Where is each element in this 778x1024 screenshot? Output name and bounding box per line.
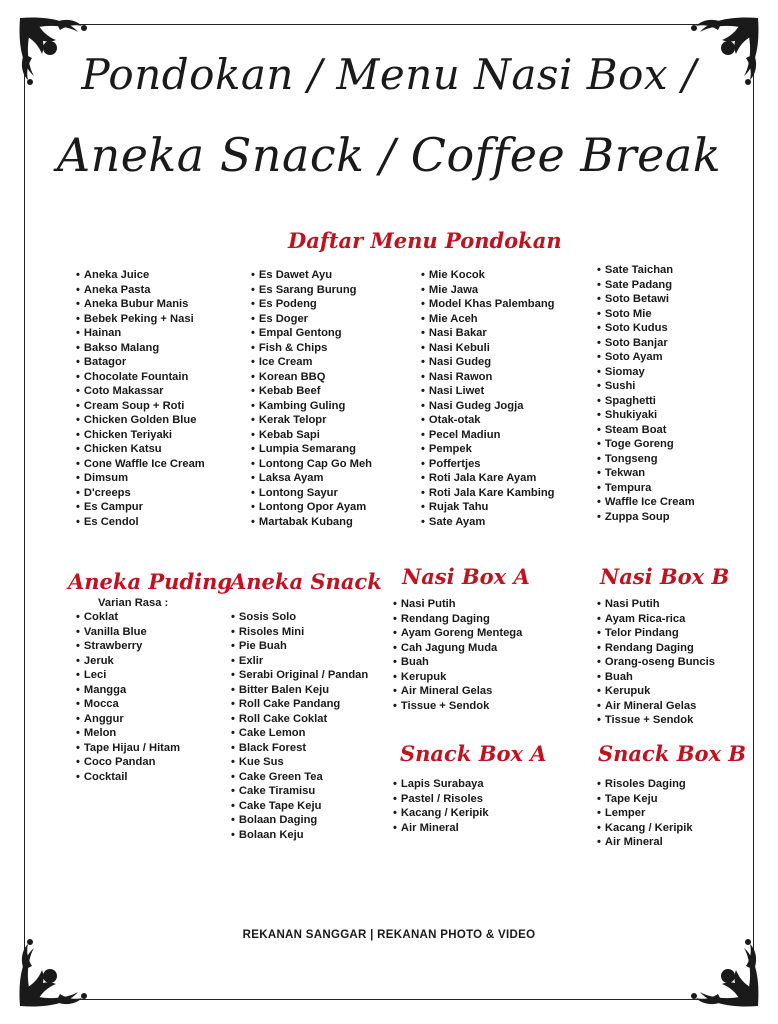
menu-item: • Soto Betawi <box>597 292 695 307</box>
menu-item: • Lontong Sayur <box>251 486 372 501</box>
puding-list <box>76 610 180 784</box>
menu-item: • Fish & Chips <box>251 341 372 356</box>
ornament-corner-bottom-right-icon <box>684 932 762 1010</box>
menu-item: • Risoles Daging <box>597 777 693 792</box>
menu-item: • Zuppa Soup <box>597 510 695 525</box>
menu-item: • Dimsum <box>76 471 205 486</box>
menu-item: • Coto Makassar <box>76 384 205 399</box>
menu-item: • Cake Tiramisu <box>231 784 368 799</box>
menu-item: • Kue Sus <box>231 755 368 770</box>
menu-item: • Aneka Pasta <box>76 283 205 298</box>
menu-item: • Nasi Rawon <box>421 370 555 385</box>
heading-nasi-box-a: Nasi Box A <box>402 564 530 589</box>
menu-item: • Waffle Ice Cream <box>597 495 695 510</box>
menu-item: • Kerak Telopr <box>251 413 372 428</box>
menu-item: • Kambing Guling <box>251 399 372 414</box>
menu-item: • Roti Jala Kare Kambing <box>421 486 555 501</box>
menu-item: • Roll Cake Coklat <box>231 712 368 727</box>
menu-item: • Coco Pandan <box>76 755 180 770</box>
menu-item: • Nasi Gudeg Jogja <box>421 399 555 414</box>
menu-item: • Nasi Kebuli <box>421 341 555 356</box>
menu-item: • Risoles Mini <box>231 625 368 640</box>
menu-item: • Lemper <box>597 806 693 821</box>
menu-item: • Hainan <box>76 326 205 341</box>
menu-item: • Pie Buah <box>231 639 368 654</box>
menu-item: • Kerupuk <box>597 684 715 699</box>
menu-item: • Sate Padang <box>597 278 695 293</box>
menu-item: • Lumpia Semarang <box>251 442 372 457</box>
heading-aneka-snack: Aneka Snack <box>230 569 382 594</box>
puding-varian-label <box>84 596 168 611</box>
menu-item: • Chicken Golden Blue <box>76 413 205 428</box>
menu-item: • Cake Tape Keju <box>231 799 368 814</box>
pondokan-column-4 <box>597 263 695 524</box>
menu-item: • Chicken Katsu <box>76 442 205 457</box>
menu-item: • Sate Ayam <box>421 515 555 530</box>
menu-item: • Sosis Solo <box>231 610 368 625</box>
menu-item: • Kerupuk <box>393 670 522 685</box>
menu-item: • Mangga <box>76 683 180 698</box>
menu-item: • D'creeps <box>76 486 205 501</box>
menu-item: • Laksa Ayam <box>251 471 372 486</box>
menu-item: • Sushi <box>597 379 695 394</box>
menu-item: • Spaghetti <box>597 394 695 409</box>
menu-item: • Serabi Original / Pandan <box>231 668 368 683</box>
menu-item: • Air Mineral <box>393 821 489 836</box>
menu-item: • Cah Jagung Muda <box>393 641 522 656</box>
menu-item: • Mie Aceh <box>421 312 555 327</box>
menu-item: • Model Khas Palembang <box>421 297 555 312</box>
menu-item: • Mie Jawa <box>421 283 555 298</box>
menu-item: • Cone Waffle Ice Cream <box>76 457 205 472</box>
menu-item: • Coklat <box>76 610 180 625</box>
pondokan-column-1 <box>76 268 205 529</box>
menu-item: • Chicken Teriyaki <box>76 428 205 443</box>
menu-item: • Es Sarang Burung <box>251 283 372 298</box>
menu-item: • Pastel / Risoles <box>393 792 489 807</box>
menu-item: • Empal Gentong <box>251 326 372 341</box>
menu-item: • Es Campur <box>76 500 205 515</box>
page-title-line-2: Aneka Snack / Coffee Break <box>56 128 722 182</box>
snack-box-a-list <box>393 777 489 835</box>
menu-item: • Rendang Daging <box>597 641 715 656</box>
menu-item: • Melon <box>76 726 180 741</box>
menu-item: • Siomay <box>597 365 695 380</box>
menu-item: • Sate Taichan <box>597 263 695 278</box>
menu-item: • Cake Lemon <box>231 726 368 741</box>
menu-item: • Cocktail <box>76 770 180 785</box>
menu-item: • Jeruk <box>76 654 180 669</box>
varian-rasa-label: Varian Rasa : <box>98 597 169 609</box>
menu-item: • Poffertjes <box>421 457 555 472</box>
menu-item: • Es Doger <box>251 312 372 327</box>
menu-item: • Ayam Rica-rica <box>597 612 715 627</box>
menu-item: • Tissue + Sendok <box>597 713 715 728</box>
menu-item: • Toge Goreng <box>597 437 695 452</box>
menu-item: • Exlir <box>231 654 368 669</box>
menu-item: • Es Dawet Ayu <box>251 268 372 283</box>
menu-item: • Nasi Putih <box>393 597 522 612</box>
menu-item: • Ayam Goreng Mentega <box>393 626 522 641</box>
menu-item: • Cake Green Tea <box>231 770 368 785</box>
menu-item: • Vanilla Blue <box>76 625 180 640</box>
menu-item: • Lontong Opor Ayam <box>251 500 372 515</box>
menu-item: • Korean BBQ <box>251 370 372 385</box>
menu-item: • Air Mineral Gelas <box>393 684 522 699</box>
menu-item: • Kacang / Keripik <box>597 821 693 836</box>
menu-item: • Aneka Juice <box>76 268 205 283</box>
menu-item: • Roti Jala Kare Ayam <box>421 471 555 486</box>
menu-item: • Soto Banjar <box>597 336 695 351</box>
menu-item: • Ice Cream <box>251 355 372 370</box>
menu-item: • Rendang Daging <box>393 612 522 627</box>
menu-item: • Otak-otak <box>421 413 555 428</box>
menu-item: • Soto Kudus <box>597 321 695 336</box>
menu-item: • Leci <box>76 668 180 683</box>
menu-item: • Chocolate Fountain <box>76 370 205 385</box>
menu-item: • Tissue + Sendok <box>393 699 522 714</box>
menu-item: • Air Mineral <box>597 835 693 850</box>
menu-item: • Rujak Tahu <box>421 500 555 515</box>
menu-item: • Bebek Peking + Nasi <box>76 312 205 327</box>
menu-item: • Aneka Bubur Manis <box>76 297 205 312</box>
page-title-line-1: Pondokan / Menu Nasi Box / <box>81 50 697 99</box>
menu-item: • Tekwan <box>597 466 695 481</box>
menu-item: • Buah <box>597 670 715 685</box>
menu-item: • Bitter Balen Keju <box>231 683 368 698</box>
menu-item: • Es Cendol <box>76 515 205 530</box>
menu-item: • Nasi Gudeg <box>421 355 555 370</box>
heading-aneka-puding: Aneka Puding <box>68 569 233 594</box>
menu-item: • Mocca <box>76 697 180 712</box>
menu-item: • Air Mineral Gelas <box>597 699 715 714</box>
menu-item: • Pempek <box>421 442 555 457</box>
nasi-box-b-list <box>597 597 715 728</box>
menu-item: • Tape Keju <box>597 792 693 807</box>
pondokan-column-3 <box>421 268 555 529</box>
menu-item: • Buah <box>393 655 522 670</box>
menu-item: • Bolaan Daging <box>231 813 368 828</box>
menu-item: • Es Podeng <box>251 297 372 312</box>
ornament-corner-bottom-left-icon <box>16 932 94 1010</box>
menu-item: • Nasi Liwet <box>421 384 555 399</box>
menu-item: • Kebab Beef <box>251 384 372 399</box>
menu-item: • Nasi Bakar <box>421 326 555 341</box>
menu-item: • Mie Kocok <box>421 268 555 283</box>
menu-item: • Soto Ayam <box>597 350 695 365</box>
menu-item: • Telor Pindang <box>597 626 715 641</box>
heading-snack-box-a: Snack Box A <box>400 741 547 766</box>
menu-item: • Kacang / Keripik <box>393 806 489 821</box>
nasi-box-a-list <box>393 597 522 713</box>
heading-nasi-box-b: Nasi Box B <box>600 564 730 589</box>
menu-item: • Strawberry <box>76 639 180 654</box>
menu-item: • Steam Boat <box>597 423 695 438</box>
menu-item: • Martabak Kubang <box>251 515 372 530</box>
menu-item: • Bakso Malang <box>76 341 205 356</box>
menu-item: • Roll Cake Pandang <box>231 697 368 712</box>
menu-item: • Nasi Putih <box>597 597 715 612</box>
menu-item: • Lapis Surabaya <box>393 777 489 792</box>
menu-item: • Pecel Madiun <box>421 428 555 443</box>
menu-item: • Lontong Cap Go Meh <box>251 457 372 472</box>
pondokan-column-2 <box>251 268 372 529</box>
menu-item: • Tongseng <box>597 452 695 467</box>
menu-item: • Kebab Sapi <box>251 428 372 443</box>
heading-daftar-menu-pondokan: Daftar Menu Pondokan <box>288 228 562 253</box>
snack-box-b-list <box>597 777 693 850</box>
heading-snack-box-b: Snack Box B <box>598 741 747 766</box>
menu-item: • Shukiyaki <box>597 408 695 423</box>
menu-item: • Bolaan Keju <box>231 828 368 843</box>
footer-partners: REKANAN SANGGAR | REKANAN PHOTO & VIDEO <box>242 929 536 941</box>
menu-item: • Batagor <box>76 355 205 370</box>
menu-item: • Tempura <box>597 481 695 496</box>
menu-item: • Cream Soup + Roti <box>76 399 205 414</box>
menu-item: • Black Forest <box>231 741 368 756</box>
menu-item: • Soto Mie <box>597 307 695 322</box>
menu-item: • Orang-oseng Buncis <box>597 655 715 670</box>
menu-item: • Anggur <box>76 712 180 727</box>
snack-list <box>231 610 368 842</box>
menu-item: • Tape Hijau / Hitam <box>76 741 180 756</box>
